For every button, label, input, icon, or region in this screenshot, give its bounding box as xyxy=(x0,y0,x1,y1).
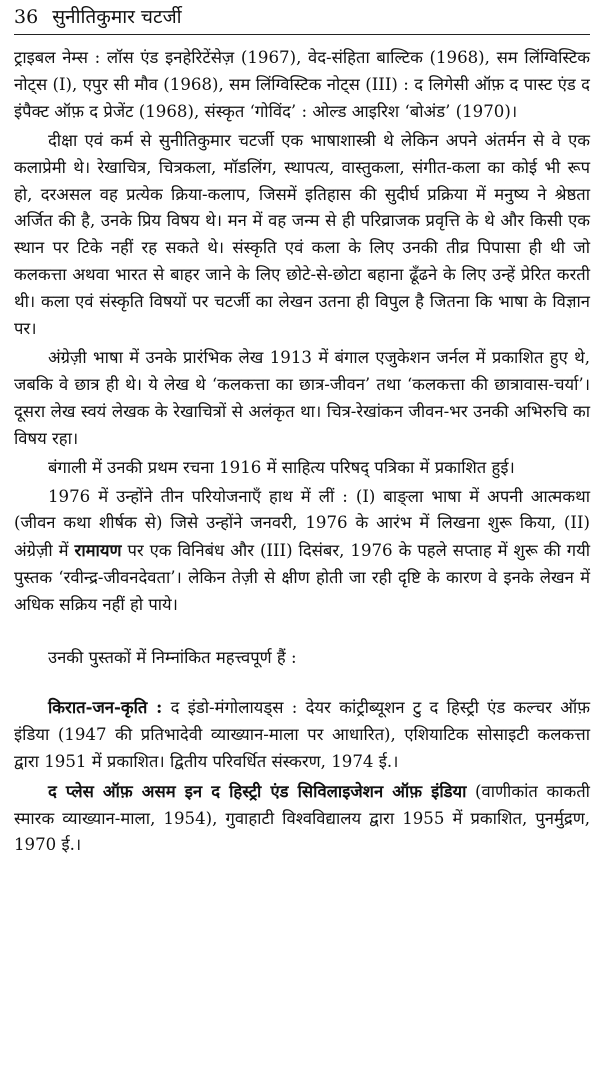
running-head: सुनीतिकुमार चटर्जी xyxy=(52,6,182,28)
books-intro: उनकी पुस्तकों में निम्नांकित महत्त्वपूर्ण हैं : xyxy=(48,648,297,668)
ramayana-title: रामायण xyxy=(74,540,122,561)
book-desc-assam: (वाणीकांत काकती स्मारक व्याख्यान-माला, 1954), गुवाहाटी विश्वविद्यालय द्वारा 1955 में प्रकाशित, पुनर्मुद्रण, 1970 ई.। xyxy=(14,781,590,855)
page-number: 36 xyxy=(14,6,39,28)
paragraph-1976-projects xyxy=(14,484,590,620)
book-title-assam: द प्लेस ऑफ़ असम इन द हिस्ट्री एंड सिविलाइजेशन ऑफ़ इंडिया xyxy=(48,780,467,801)
book-title-kirat: किरात-जन-कृति : xyxy=(48,696,163,717)
paragraph-english-articles: अंग्रेज़ी भाषा में उनके प्रारंभिक लेख 1913 में बंगाल एजुकेशन जर्नल में प्रकाशित हुए थे, जबकि वे छात्र ही थे। ये लेख थे ‘कलकत्ता का छात्र-जीवन’ तथा ‘कलकत्ता की छात्रावास-चर्या’। दूसरा लेख स्वयं लेखक के रेखाचित्रों से अलंकृत था। चित्र-रेखांकन जीवन-भर उनकी अभिरुचि का विषय रहा। xyxy=(14,347,590,448)
page-header xyxy=(14,4,590,35)
book-entry-assam xyxy=(14,778,590,860)
paragraph-works-list: ट्राइबल नेम्स : लॉस एंड इनहेरिटेंसेज़ (1967), वेद-संहिता बाल्टिक (1968), सम लिंग्विस्टिक नोट्स (I), एपुर सी मौव (1968), सम लिंग्विस्टिक नोट्स (III) : द लिगेसी ऑफ़ द पास्ट एंड द इंपैक्ट ऑफ़ द प्रेजेंट (1968), संस्कृत ‘गोविंद’ : ओल्ड आइरिश ‘बोअंड’ (1970)। xyxy=(14,48,590,121)
paragraph-1976-text-end: पर एक विनिबंध और (III) दिसंबर, 1976 के पहले सप्ताह में शुरू की गयी पुस्तक ‘रवीन्द्र-जीवनदेवता’। लेकिन तेज़ी से क्षीण होती जा रही दृष्टि के कारण वे इनके लेखन में अधिक सक्रिय नहीं हो पाये। xyxy=(14,541,590,615)
paragraph-art-lover: दीक्षा एवं कर्म से सुनीतिकुमार चटर्जी एक भाषाशास्त्री थे लेकिन अपने अंतर्मन से वे एक कलाप्रेमी थे। रेखाचित्र, चित्रकला, मॉडलिंग, स्थापत्य, वास्तुकला, संगीत-कला का कोई भी रूप हो, दरअसल वह प्रत्येक क्रिया-कलाप, जिसमें इतिहास की सुदीर्घ प्रक्रिया में मनुष्य ने श्रेष्ठता अर्जित की है, उनके प्रिय विषय थे। मन में वह जन्म से ही परिव्राजक प्रवृत्ति के थे और किसी एक स्थान पर टिके नहीं रह सकते थे। संस्कृति एवं कला के लिए उनकी तीव्र पिपासा ही थी जो कलकत्ता अथवा भारत से बाहर जाने के लिए छोटे-से-छोटा बहाना ढूँढने के लिए उन्हें प्रेरित करती थी। कला एवं संस्कृति विषयों पर चटर्जी का लेखन उतना ही विपुल है जितना कि भाषा के विज्ञान पर। xyxy=(14,130,590,339)
book-entry-kirat xyxy=(14,694,590,776)
paragraph-1976-text-start: 1976 में उन्होंने तीन परियोजनाएँ हाथ में लीं : (I) बाङ्ला भाषा में अपनी आत्मकथा (जीवन कथा शीर्षक से) जिसे उन्होंने जनवरी, 1976 के आरंभ में लिखना शुरू किया, (II) अंग्रेज़ी में xyxy=(14,486,590,561)
paragraph-bengali-first: बंगाली में उनकी प्रथम रचना 1916 में साहित्य परिषद् पत्रिका में प्रकाशित हुई। xyxy=(48,457,515,477)
book-desc-kirat: द इंडो-मंगोलायड्स : देयर कांट्रीब्यूशन टु द हिस्ट्री एंड कल्चर ऑफ़ इंडिया (1947 की प्रतिभादेवी व्याख्यान-माला पर आधारित), एशियाटिक सोसाइटी कलकत्ता द्वारा 1951 में प्रकाशित। द्वितीय परिवर्धित संस्करण, 1974 ई.। xyxy=(14,697,590,771)
